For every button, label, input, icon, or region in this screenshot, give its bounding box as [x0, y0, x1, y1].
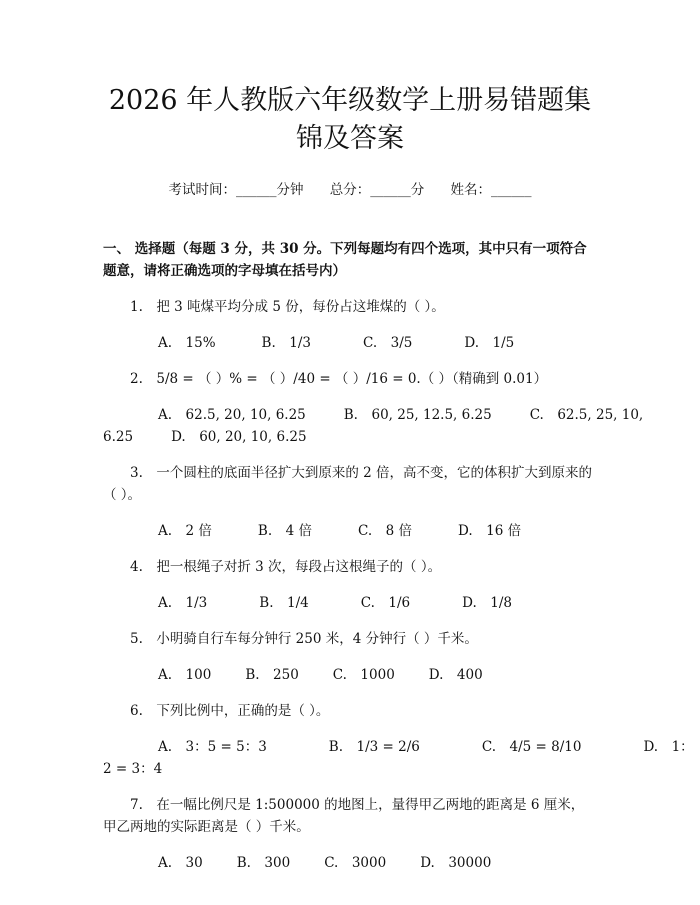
exam-score: 总分：______分 — [329, 182, 425, 198]
option-d: D. 1/5 — [464, 335, 515, 351]
question-stem: 6. 下列比例中，正确的是（ ）。 — [130, 703, 330, 719]
option-a: A. 15% — [158, 335, 216, 351]
option-a: A. 3：5 = 5：3 — [158, 739, 267, 755]
option-b: B. 300 — [236, 855, 291, 871]
question-stem: 2. 5/8 = （ ）% = （ ）/40 = （ ）/16 = 0.（ ）（精确到 0.01） — [130, 371, 548, 387]
option-c: C. 1000 — [332, 667, 395, 683]
question-stem: 5. 小明骑自行车每分钟行 250 米，4 分钟行（ ）千米。 — [130, 631, 478, 647]
question-1 — [103, 296, 597, 354]
option-c: C. 4/5 = 8/10 — [481, 739, 582, 755]
document-title: 2026 年人教版六年级数学上册易错题集锦及答案 — [108, 85, 592, 154]
option-d: D. 1/8 — [462, 595, 512, 611]
option-b: B. 60, 25, 12.5, 6.25 — [343, 407, 492, 423]
option-d: D. 400 — [428, 667, 483, 683]
student-name: 姓名：______ — [450, 182, 532, 198]
question-stem: 1. 把 3 吨煤平均分成 5 份，每份占这堆煤的（ ）。 — [130, 299, 445, 315]
section-heading: 一、 选择题（每题 3 分，共 30 分。下列每题均有四个选项，其中只有一项符合题意，请将正确选项的字母填在括号内） — [103, 241, 587, 279]
question-options — [103, 852, 597, 874]
option-b: B. 4 倍 — [257, 523, 313, 539]
option-c: C. 3000 — [324, 855, 387, 871]
option-c: C. 62.5, 25, 10, 6.25 — [103, 407, 644, 445]
option-b: B. 250 — [245, 667, 299, 683]
option-b: B. 1/4 — [259, 595, 309, 611]
question-options — [0, 404, 657, 448]
option-b: B. 1/3 = 2/6 — [328, 739, 420, 755]
question-options — [103, 592, 597, 614]
option-a: A. 2 倍 — [158, 523, 212, 539]
option-d: D. 1：2 = 3：4 — [103, 739, 694, 777]
option-c: C. 3/5 — [363, 335, 413, 351]
option-a: A. 100 — [158, 667, 212, 683]
question-options — [0, 736, 697, 780]
exam-info — [103, 178, 597, 198]
question-5 — [103, 628, 597, 686]
option-b: B. 1/3 — [261, 335, 311, 351]
option-a: A. 62.5, 20, 10, 6.25 — [158, 407, 306, 423]
question-2 — [103, 368, 644, 448]
option-d: D. 16 倍 — [458, 523, 522, 539]
option-c: C. 1/6 — [360, 595, 411, 611]
question-stem: 3. 一个圆柱的底面半径扩大到原来的 2 倍，高不变，它的体积扩大到原来的（ ）。 — [103, 465, 593, 503]
question-3 — [103, 462, 597, 542]
option-a: A. 30 — [158, 855, 203, 871]
option-d: D. 60, 20, 10, 6.25 — [171, 429, 307, 445]
question-stem: 7. 在一幅比例尺是 1:500000 的地图上，量得甲乙两地的距离是 6 厘米，甲乙两地的实际距离是（ ）千米。 — [103, 797, 585, 835]
option-d: D. 30000 — [420, 855, 492, 871]
question-options — [103, 520, 597, 542]
option-a: A. 1/3 — [158, 595, 208, 611]
question-4 — [103, 556, 597, 614]
exam-time: 考试时间：______分钟 — [168, 182, 304, 198]
question-stem: 4. 把一根绳子对折 3 次，每段占这根绳子的（ ）。 — [130, 559, 442, 575]
question-options — [103, 332, 597, 354]
question-options — [103, 664, 597, 686]
option-c: C. 8 倍 — [358, 523, 413, 539]
question-6 — [103, 700, 694, 780]
question-7 — [103, 794, 597, 874]
